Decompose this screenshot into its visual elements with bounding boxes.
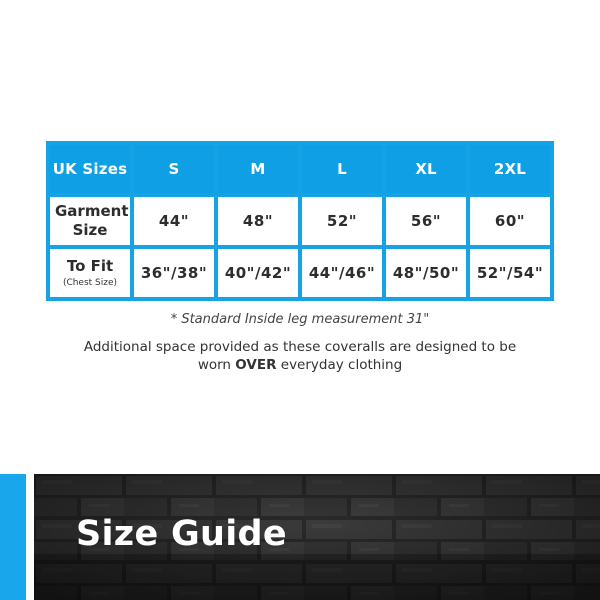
- header-size-2xl: 2XL: [468, 143, 552, 195]
- table-cell: 60": [468, 195, 552, 247]
- table-cell: 44": [132, 195, 216, 247]
- table-cell: 56": [384, 195, 468, 247]
- inside-leg-note: * Standard Inside leg measurement 31": [170, 312, 430, 327]
- table-cell: 36"/38": [132, 247, 216, 299]
- row-label-subtext: (Chest Size): [62, 278, 118, 288]
- table-cell: 48"/50": [384, 247, 468, 299]
- row-label-to-fit: [48, 247, 132, 299]
- fit-description: [0, 338, 600, 374]
- fit-description-line2-after: everyday clothing: [276, 357, 403, 373]
- banner-divider: [26, 474, 34, 600]
- fit-description-line1: Additional space provided as these coveralls are designed to be: [83, 339, 517, 355]
- table-row: [48, 195, 552, 247]
- table-row: [48, 247, 552, 299]
- size-table: [46, 141, 554, 301]
- fit-description-line2-before: worn: [197, 357, 236, 373]
- row-label-text: Garment Size: [55, 202, 129, 239]
- header-size-m: M: [216, 143, 300, 195]
- header-size-l: L: [300, 143, 384, 195]
- table-cell: 44"/46": [300, 247, 384, 299]
- fit-description-emphasis: OVER: [235, 357, 277, 373]
- header-label-uk-sizes: UK Sizes: [48, 143, 132, 195]
- header-size-xl: XL: [384, 143, 468, 195]
- table-cell: 52": [300, 195, 384, 247]
- row-label-text: To Fit: [66, 257, 114, 275]
- table-cell: 40"/42": [216, 247, 300, 299]
- size-table-header-row: [48, 143, 552, 195]
- row-label-garment-size: [48, 195, 132, 247]
- banner-title: Size Guide: [76, 514, 287, 554]
- table-cell: 52"/54": [468, 247, 552, 299]
- table-cell: 48": [216, 195, 300, 247]
- header-size-s: S: [132, 143, 216, 195]
- banner-accent-bar: [0, 474, 26, 600]
